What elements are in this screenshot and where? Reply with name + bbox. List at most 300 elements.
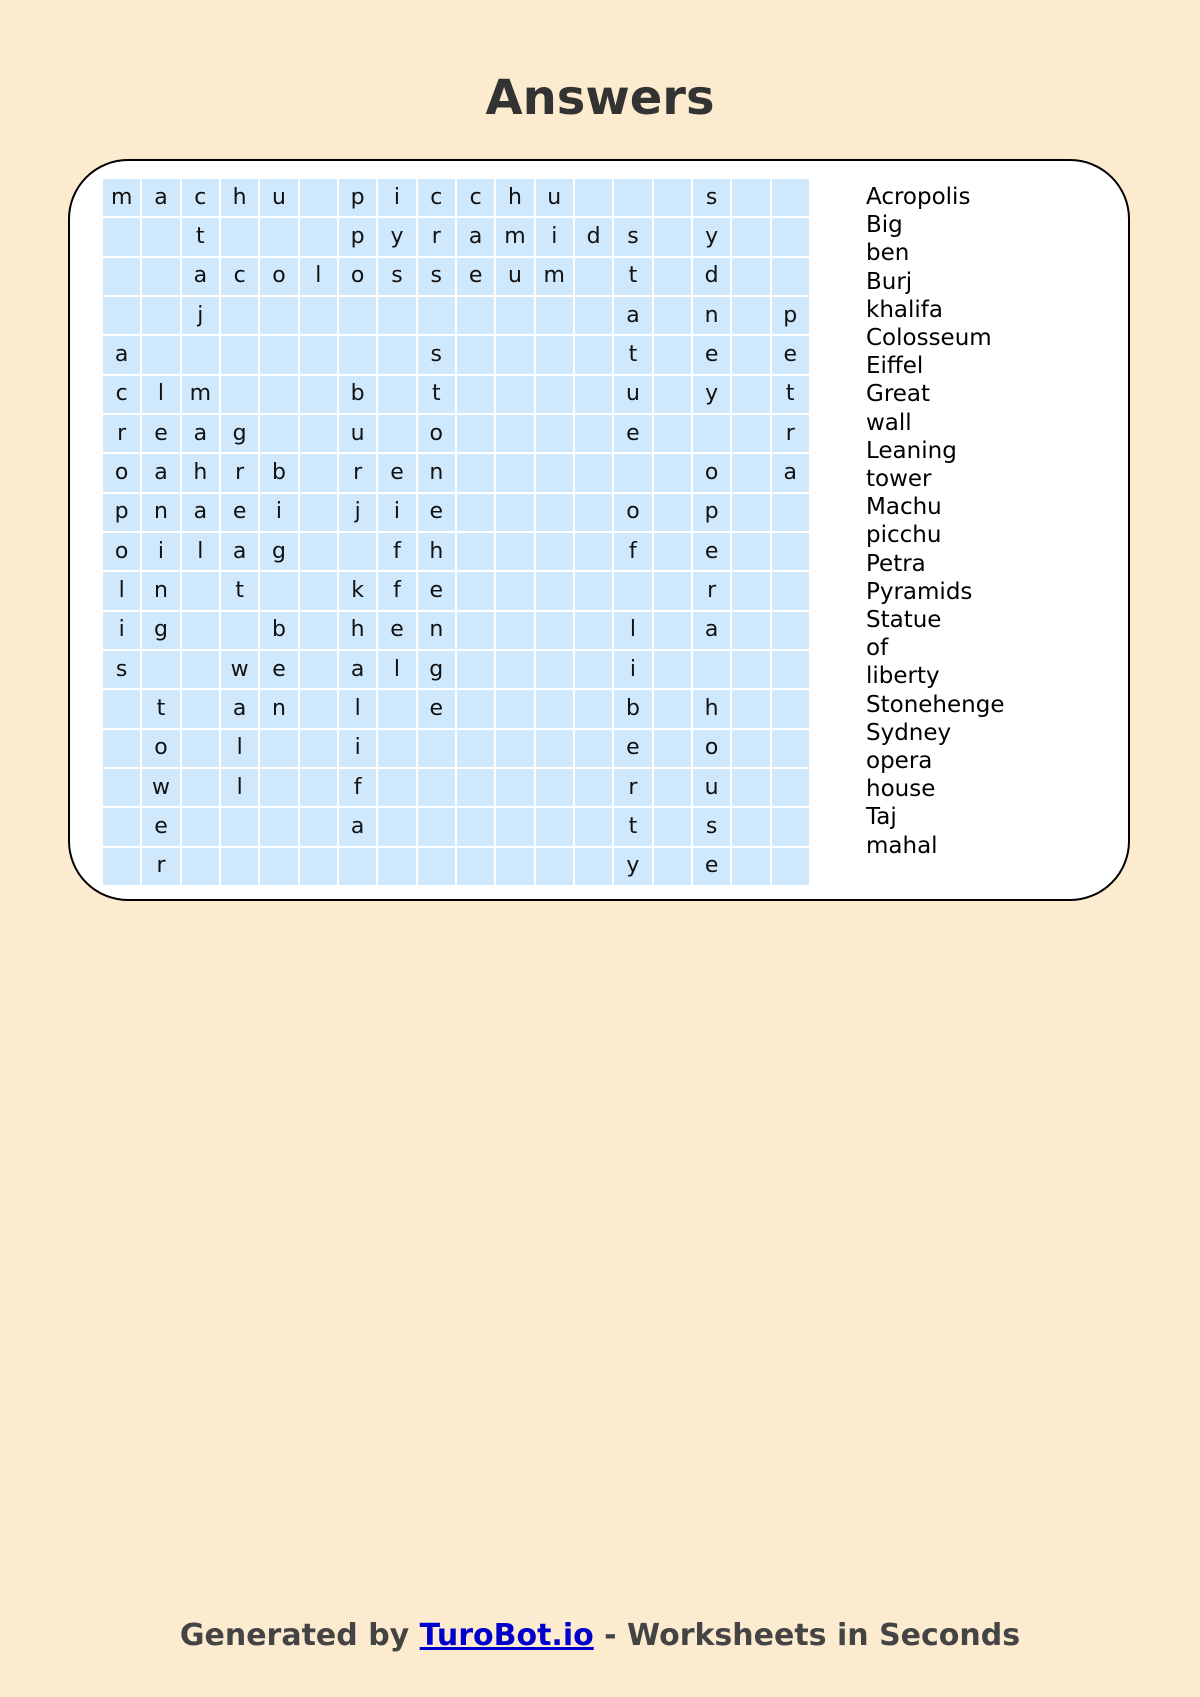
grid-cell: c [103, 376, 140, 413]
grid-cell [300, 336, 337, 373]
grid-cell: a [221, 690, 258, 727]
grid-cell [339, 848, 376, 885]
grid-cell: g [221, 415, 258, 452]
grid-cell [536, 808, 573, 845]
grid-cell: i [378, 179, 415, 216]
grid-cell [221, 808, 258, 845]
grid-cell [732, 258, 769, 295]
grid-cell [496, 533, 533, 570]
grid-cell [300, 297, 337, 334]
grid-cell [732, 415, 769, 452]
grid-cell: a [142, 179, 179, 216]
grid-cell: w [221, 651, 258, 688]
grid-cell [378, 848, 415, 885]
grid-cell [575, 808, 612, 845]
grid-cell [182, 651, 219, 688]
grid-cell: a [221, 533, 258, 570]
grid-cell: l [221, 769, 258, 806]
grid-cell: n [418, 612, 455, 649]
grid-cell: l [339, 690, 376, 727]
grid-cell: i [378, 494, 415, 531]
grid-cell: u [339, 415, 376, 452]
grid-cell [575, 730, 612, 767]
grid-cell: n [260, 690, 297, 727]
grid-cell: t [772, 376, 809, 413]
grid-cell: c [221, 258, 258, 295]
grid-cell [221, 612, 258, 649]
grid-cell: s [693, 808, 730, 845]
grid-cell [536, 730, 573, 767]
grid-cell [732, 454, 769, 491]
word-list-item: Burj [866, 268, 913, 295]
grid-cell: g [142, 612, 179, 649]
grid-cell [182, 572, 219, 609]
grid-cell [496, 376, 533, 413]
grid-cell [575, 651, 612, 688]
grid-cell [732, 297, 769, 334]
footer-prefix: Generated by [179, 1618, 420, 1653]
grid-cell: a [614, 297, 651, 334]
grid-cell [496, 612, 533, 649]
grid-cell: o [103, 454, 140, 491]
grid-cell [103, 769, 140, 806]
grid-cell: l [182, 533, 219, 570]
grid-cell [457, 690, 494, 727]
grid-cell [654, 336, 691, 373]
grid-cell [418, 730, 455, 767]
word-list-item: Petra [866, 550, 926, 577]
grid-cell: m [536, 258, 573, 295]
grid-cell [457, 533, 494, 570]
grid-cell [732, 376, 769, 413]
grid-cell [260, 415, 297, 452]
grid-cell: r [614, 769, 651, 806]
grid-cell: i [103, 612, 140, 649]
grid-cell [300, 572, 337, 609]
grid-cell [496, 572, 533, 609]
grid-cell: d [693, 258, 730, 295]
grid-cell: h [418, 533, 455, 570]
grid-cell: e [614, 415, 651, 452]
grid-cell [772, 612, 809, 649]
grid-cell: e [260, 651, 297, 688]
grid-cell [260, 218, 297, 255]
grid-cell [732, 179, 769, 216]
grid-cell [575, 848, 612, 885]
grid-cell: u [260, 179, 297, 216]
grid-cell: t [142, 690, 179, 727]
grid-cell [457, 297, 494, 334]
grid-cell: f [378, 533, 415, 570]
grid-cell [496, 808, 533, 845]
grid-cell [457, 612, 494, 649]
grid-cell: p [103, 494, 140, 531]
word-list-item: khalifa [866, 296, 943, 323]
grid-cell: c [182, 179, 219, 216]
grid-cell: c [418, 179, 455, 216]
grid-cell [300, 179, 337, 216]
grid-cell: a [103, 336, 140, 373]
grid-cell [103, 258, 140, 295]
grid-cell [496, 297, 533, 334]
grid-cell: m [182, 376, 219, 413]
grid-cell: i [614, 651, 651, 688]
grid-cell [339, 533, 376, 570]
grid-cell [536, 651, 573, 688]
grid-cell: e [772, 336, 809, 373]
grid-cell [300, 651, 337, 688]
grid-cell: e [693, 848, 730, 885]
grid-cell [536, 533, 573, 570]
grid-cell: f [614, 533, 651, 570]
grid-cell [182, 808, 219, 845]
grid-cell: m [103, 179, 140, 216]
grid-cell: n [418, 454, 455, 491]
grid-cell [300, 808, 337, 845]
grid-cell: m [496, 218, 533, 255]
grid-cell [654, 572, 691, 609]
grid-cell: t [418, 376, 455, 413]
grid-cell [103, 808, 140, 845]
grid-cell: l [103, 572, 140, 609]
grid-cell [536, 769, 573, 806]
grid-cell [300, 376, 337, 413]
word-list-item: Pyramids [866, 578, 973, 605]
grid-cell: j [339, 494, 376, 531]
grid-cell: i [260, 494, 297, 531]
grid-cell [654, 651, 691, 688]
grid-cell [182, 336, 219, 373]
word-list-item: of [866, 635, 889, 662]
word-list-item: opera [866, 748, 933, 775]
grid-cell: o [142, 730, 179, 767]
grid-cell [182, 769, 219, 806]
grid-cell [418, 848, 455, 885]
grid-cell [103, 730, 140, 767]
word-search-grid [103, 179, 809, 885]
grid-cell [693, 415, 730, 452]
grid-cell [300, 454, 337, 491]
grid-cell [182, 730, 219, 767]
grid-cell: j [182, 297, 219, 334]
grid-cell: f [378, 572, 415, 609]
grid-cell [418, 297, 455, 334]
grid-cell: t [221, 572, 258, 609]
grid-cell [378, 690, 415, 727]
grid-cell: w [142, 769, 179, 806]
grid-cell [496, 848, 533, 885]
grid-cell: o [614, 494, 651, 531]
grid-cell [103, 218, 140, 255]
grid-cell [772, 494, 809, 531]
footer [0, 1616, 1200, 1656]
grid-cell: i [142, 533, 179, 570]
grid-cell: e [693, 336, 730, 373]
grid-cell [378, 297, 415, 334]
grid-cell [654, 808, 691, 845]
grid-cell [772, 690, 809, 727]
grid-cell: u [536, 179, 573, 216]
grid-cell: r [418, 218, 455, 255]
grid-cell [339, 336, 376, 373]
grid-cell [575, 769, 612, 806]
grid-cell: l [142, 376, 179, 413]
grid-cell: b [260, 454, 297, 491]
grid-cell: o [418, 415, 455, 452]
grid-cell [575, 494, 612, 531]
grid-cell [772, 848, 809, 885]
grid-cell [732, 572, 769, 609]
puzzle-card [68, 159, 1130, 901]
grid-cell [260, 297, 297, 334]
grid-cell [142, 258, 179, 295]
grid-cell: a [772, 454, 809, 491]
grid-cell: g [418, 651, 455, 688]
grid-cell [772, 572, 809, 609]
grid-cell [378, 376, 415, 413]
grid-cell [732, 769, 769, 806]
grid-cell [772, 179, 809, 216]
grid-cell [654, 769, 691, 806]
grid-cell [260, 376, 297, 413]
grid-cell [457, 572, 494, 609]
grid-cell [772, 730, 809, 767]
grid-cell: h [182, 454, 219, 491]
grid-cell [654, 494, 691, 531]
grid-cell [732, 730, 769, 767]
grid-cell: e [378, 454, 415, 491]
grid-cell [221, 376, 258, 413]
grid-cell: s [693, 179, 730, 216]
grid-cell [654, 690, 691, 727]
grid-cell [221, 848, 258, 885]
grid-cell: y [614, 848, 651, 885]
grid-cell [575, 297, 612, 334]
footer-suffix: - Worksheets in Seconds [593, 1618, 1021, 1653]
grid-cell [654, 218, 691, 255]
grid-cell: a [142, 454, 179, 491]
grid-cell [182, 612, 219, 649]
grid-cell [457, 494, 494, 531]
word-list-item: Colosseum [866, 325, 992, 352]
grid-cell: p [339, 179, 376, 216]
grid-cell: k [339, 572, 376, 609]
grid-cell [772, 218, 809, 255]
grid-cell [142, 336, 179, 373]
grid-cell [457, 769, 494, 806]
grid-cell: t [182, 218, 219, 255]
grid-cell: u [693, 769, 730, 806]
grid-cell: d [575, 218, 612, 255]
grid-cell [378, 415, 415, 452]
word-list-item: Great [866, 381, 931, 408]
grid-cell [300, 769, 337, 806]
grid-cell: a [339, 651, 376, 688]
grid-cell [536, 848, 573, 885]
grid-cell [260, 336, 297, 373]
grid-cell: b [260, 612, 297, 649]
grid-cell [300, 415, 337, 452]
grid-cell [142, 651, 179, 688]
grid-cell: e [614, 730, 651, 767]
grid-cell [260, 848, 297, 885]
grid-cell: n [693, 297, 730, 334]
word-list-item: tower [866, 466, 932, 493]
grid-cell [772, 651, 809, 688]
grid-cell [378, 730, 415, 767]
grid-cell [496, 730, 533, 767]
word-list-item: Stonehenge [866, 691, 1005, 718]
grid-cell: h [496, 179, 533, 216]
grid-cell [418, 769, 455, 806]
grid-cell [221, 218, 258, 255]
grid-cell: t [614, 258, 651, 295]
grid-cell [536, 336, 573, 373]
grid-cell: s [418, 336, 455, 373]
word-list-item: ben [866, 240, 910, 267]
grid-cell: r [221, 454, 258, 491]
grid-cell [654, 730, 691, 767]
grid-cell: e [418, 572, 455, 609]
grid-cell [300, 533, 337, 570]
grid-cell: s [103, 651, 140, 688]
grid-cell [575, 690, 612, 727]
grid-cell [536, 297, 573, 334]
grid-cell [378, 769, 415, 806]
grid-cell: u [496, 258, 533, 295]
grid-cell [732, 218, 769, 255]
grid-cell [536, 612, 573, 649]
grid-cell: r [142, 848, 179, 885]
grid-cell: r [103, 415, 140, 452]
word-list-item: Machu [866, 494, 942, 521]
grid-cell [732, 651, 769, 688]
grid-cell [378, 336, 415, 373]
grid-cell: g [260, 533, 297, 570]
grid-cell [732, 690, 769, 727]
word-list-item: Big [866, 212, 903, 239]
grid-cell [654, 258, 691, 295]
grid-cell [260, 769, 297, 806]
grid-cell [772, 258, 809, 295]
grid-cell: e [378, 612, 415, 649]
grid-cell: h [693, 690, 730, 727]
grid-cell: a [693, 612, 730, 649]
grid-cell [300, 612, 337, 649]
word-list-item: Taj [866, 804, 897, 831]
grid-cell: p [772, 297, 809, 334]
grid-cell: e [418, 690, 455, 727]
grid-cell: p [693, 494, 730, 531]
word-list-item: wall [866, 409, 912, 436]
grid-cell [496, 336, 533, 373]
word-list-item: mahal [866, 832, 938, 859]
grid-cell: o [339, 258, 376, 295]
grid-cell: o [260, 258, 297, 295]
grid-cell [457, 415, 494, 452]
grid-cell [575, 415, 612, 452]
grid-cell [654, 612, 691, 649]
grid-cell: n [142, 494, 179, 531]
grid-cell: l [300, 258, 337, 295]
grid-cell [496, 494, 533, 531]
grid-cell [182, 690, 219, 727]
grid-cell [457, 336, 494, 373]
grid-cell [457, 651, 494, 688]
grid-cell [457, 376, 494, 413]
grid-cell [536, 690, 573, 727]
grid-cell [260, 808, 297, 845]
grid-cell [221, 336, 258, 373]
grid-cell [457, 848, 494, 885]
grid-cell [496, 769, 533, 806]
grid-cell [575, 572, 612, 609]
grid-cell [496, 454, 533, 491]
word-list-item: liberty [866, 663, 940, 690]
grid-cell: a [457, 218, 494, 255]
grid-cell: r [772, 415, 809, 452]
grid-cell [654, 297, 691, 334]
grid-cell [300, 690, 337, 727]
grid-cell: r [693, 572, 730, 609]
grid-cell: r [339, 454, 376, 491]
grid-cell [654, 179, 691, 216]
grid-cell: a [182, 258, 219, 295]
grid-cell: e [221, 494, 258, 531]
grid-cell: y [693, 376, 730, 413]
grid-cell [732, 808, 769, 845]
grid-cell [142, 218, 179, 255]
turobot-link[interactable]: TuroBot.io [419, 1618, 594, 1653]
grid-cell: a [182, 494, 219, 531]
grid-cell: i [536, 218, 573, 255]
grid-cell: n [142, 572, 179, 609]
grid-cell: f [339, 769, 376, 806]
grid-cell: t [614, 808, 651, 845]
grid-cell [575, 179, 612, 216]
grid-cell: a [182, 415, 219, 452]
grid-cell [103, 297, 140, 334]
grid-cell [654, 415, 691, 452]
grid-cell [339, 297, 376, 334]
grid-cell: c [457, 179, 494, 216]
grid-cell [536, 454, 573, 491]
grid-cell: o [103, 533, 140, 570]
grid-cell [772, 808, 809, 845]
grid-cell [103, 848, 140, 885]
grid-cell: o [693, 454, 730, 491]
grid-cell [300, 848, 337, 885]
grid-cell [575, 336, 612, 373]
grid-cell [732, 612, 769, 649]
grid-cell [221, 297, 258, 334]
grid-cell [614, 454, 651, 491]
word-list-item: Eiffel [866, 353, 924, 380]
grid-cell [614, 179, 651, 216]
grid-cell [654, 376, 691, 413]
grid-cell: s [378, 258, 415, 295]
grid-cell: h [221, 179, 258, 216]
grid-cell [103, 690, 140, 727]
word-list-item: Sydney [866, 719, 952, 746]
grid-cell: i [339, 730, 376, 767]
grid-cell [654, 533, 691, 570]
grid-cell: o [693, 730, 730, 767]
grid-cell [575, 258, 612, 295]
grid-cell: l [221, 730, 258, 767]
grid-cell [772, 769, 809, 806]
grid-cell [418, 808, 455, 845]
